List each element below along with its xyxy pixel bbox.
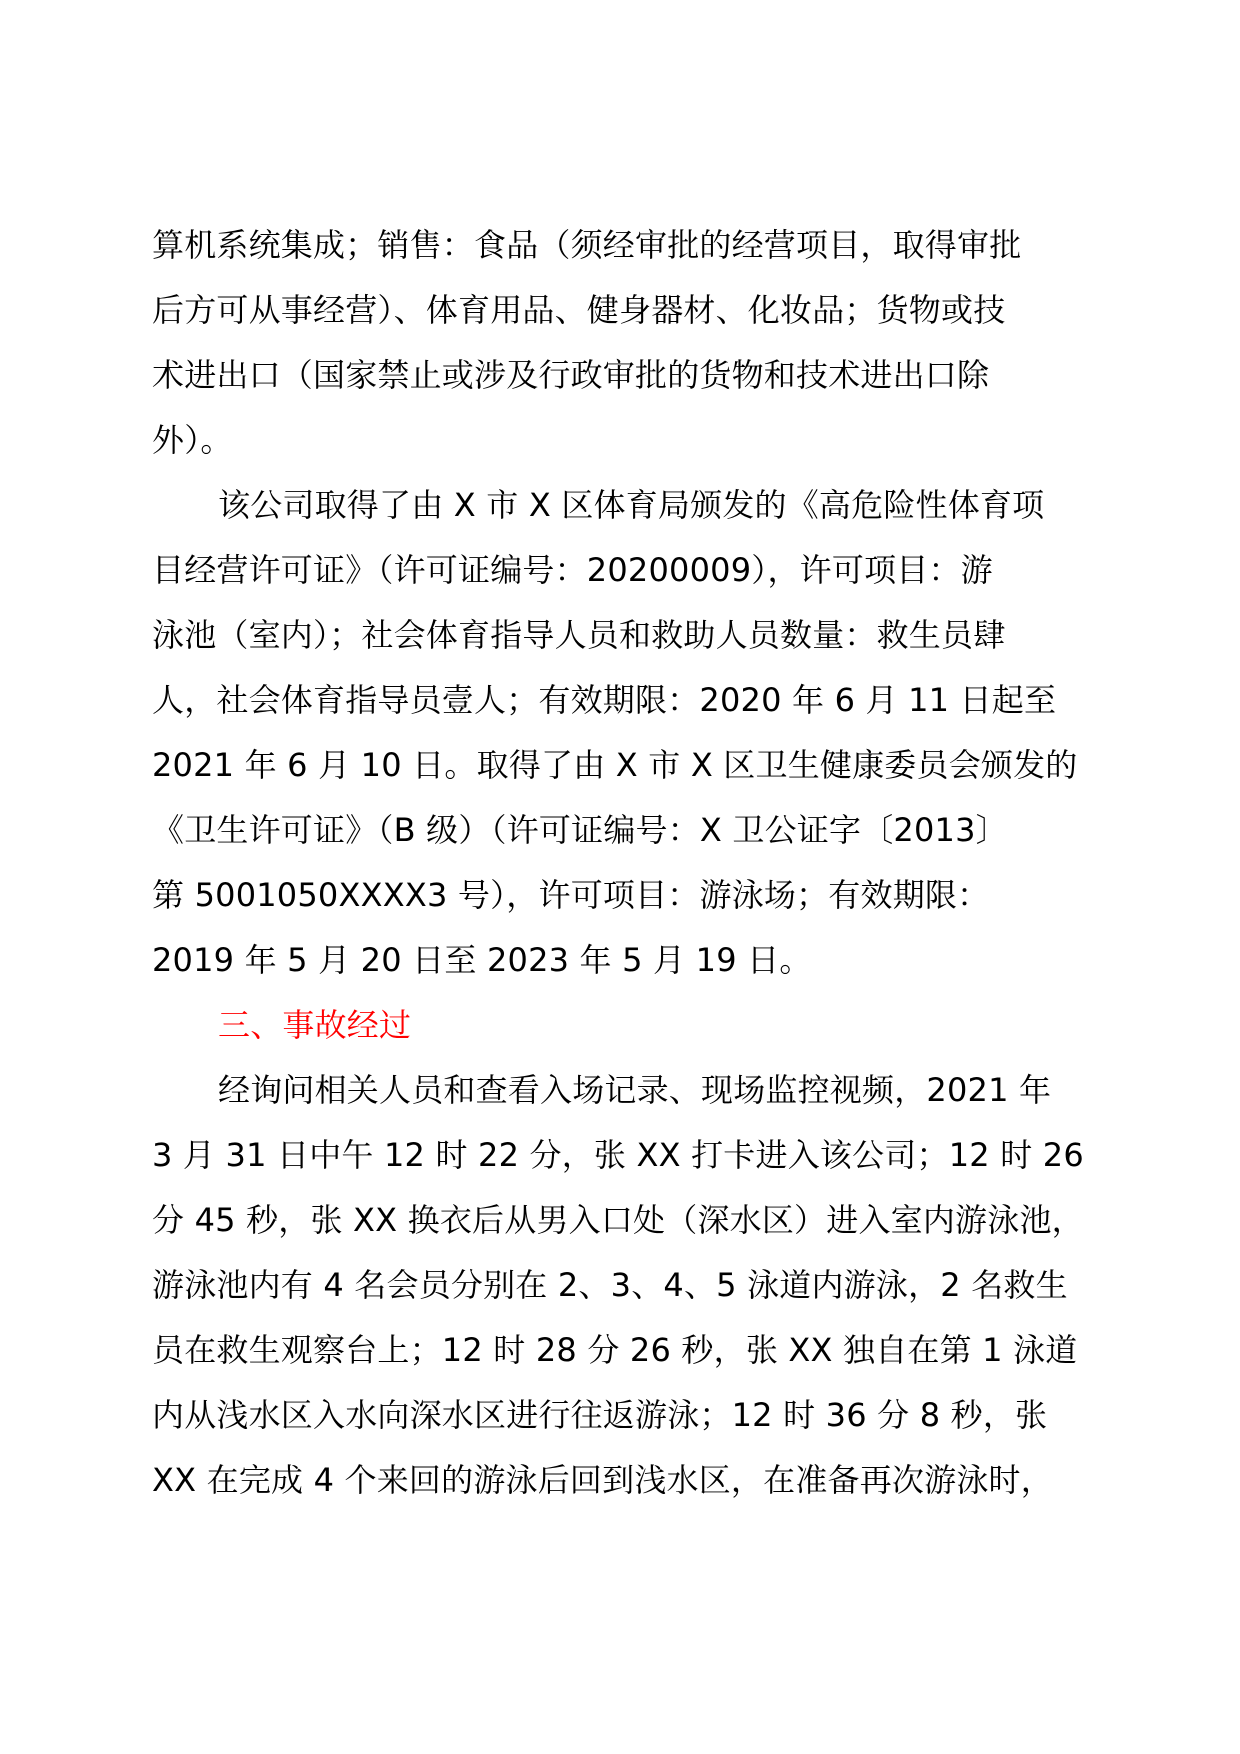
text-line: 该公司取得了由 X 市 X 区体育局颁发的《高危险性体育项 bbox=[218, 486, 1045, 524]
text-line: 3 月 31 日中午 12 时 22 分，张 XX 打卡进入该公司；12 时 26 bbox=[152, 1136, 1084, 1174]
text-line: 泳池（室内）；社会体育指导人员和救助人员数量：救生员肆 bbox=[152, 616, 1006, 654]
text-line: 术进出口（国家禁止或涉及行政审批的货物和技术进出口除 bbox=[152, 356, 990, 394]
text-line: 算机系统集成；销售：食品（须经审批的经营项目，取得审批 bbox=[152, 226, 1022, 264]
paragraph-business-scope bbox=[152, 213, 1102, 473]
text-line: 游泳池内有 4 名会员分别在 2、3、4、5 泳道内游泳，2 名救生 bbox=[152, 1266, 1068, 1304]
paragraph-licenses bbox=[152, 473, 1102, 993]
paragraph-accident-process bbox=[152, 1058, 1102, 1513]
text-line: 第 5001050XXXX3 号），许可项目：游泳场；有效期限： bbox=[152, 876, 990, 914]
text-line: XX 在完成 4 个来回的游泳后回到浅水区，在准备再次游泳时， bbox=[152, 1461, 1053, 1499]
text-line: 2021 年 6 月 10 日。取得了由 X 市 X 区卫生健康委员会颁发的 bbox=[152, 746, 1078, 784]
text-line: 经询问相关人员和查看入场记录、现场监控视频，2021 年 bbox=[218, 1071, 1052, 1109]
text-line: 后方可从事经营）、体育用品、健身器材、化妆品；货物或技 bbox=[152, 291, 1006, 329]
document-body bbox=[152, 213, 1102, 1513]
text-line: 2019 年 5 月 20 日至 2023 年 5 月 19 日。 bbox=[152, 941, 812, 979]
text-line: 内从浅水区入水向深水区进行往返游泳；12 时 36 分 8 秒，张 bbox=[152, 1396, 1048, 1434]
text-line: 员在救生观察台上；12 时 28 分 26 秒，张 XX 独自在第 1 泳道 bbox=[152, 1331, 1078, 1369]
section-heading: 三、事故经过 bbox=[218, 1006, 412, 1044]
text-line: 人，社会体育指导员壹人；有效期限：2020 年 6 月 11 日起至 bbox=[152, 681, 1057, 719]
text-line: 《卫生许可证》（B 级）（许可证编号：X 卫公证字〔2013〕 bbox=[152, 811, 1008, 849]
text-line: 目经营许可证》（许可证编号：20200009），许可项目：游 bbox=[152, 551, 993, 589]
text-line: 外）。 bbox=[152, 421, 233, 459]
text-line: 分 45 秒，张 XX 换衣后从男入口处（深水区）进入室内游泳池， bbox=[152, 1201, 1084, 1239]
